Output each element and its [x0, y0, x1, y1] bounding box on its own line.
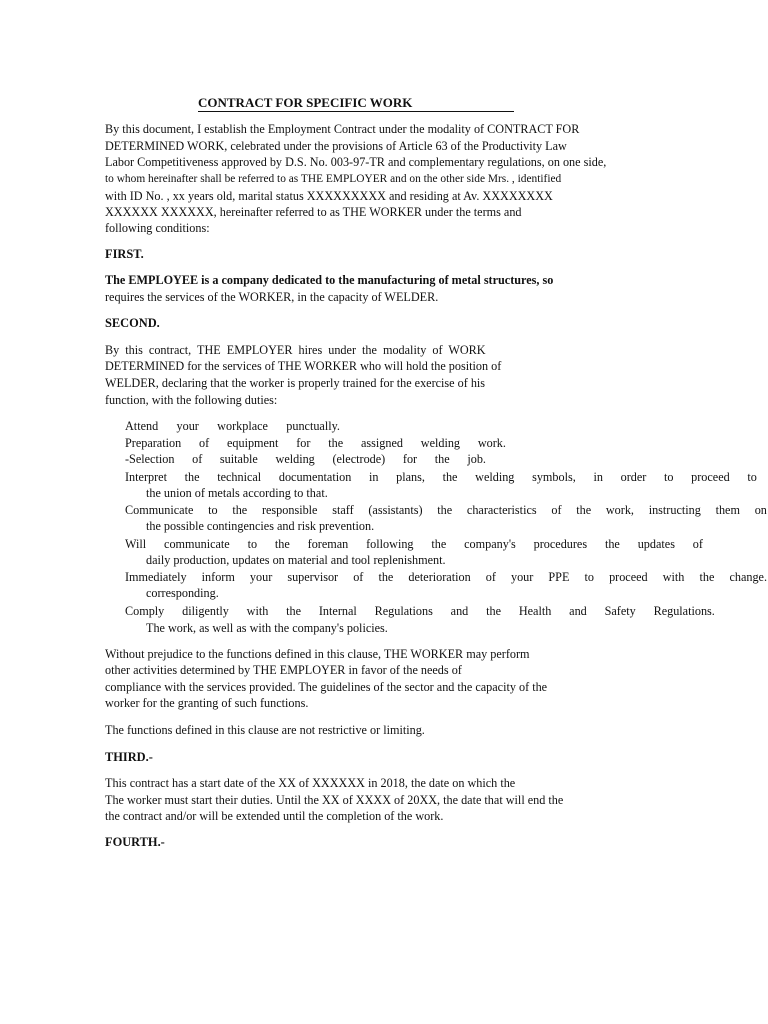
duty-word: Regulations.	[653, 604, 715, 618]
second-line: function, with the following duties:	[105, 393, 278, 407]
intro-line: XXXXXX XXXXXX, hereinafter referred to as THE WORKER under the terms and	[105, 205, 522, 219]
duty-word: and	[569, 604, 587, 618]
duty-word: to	[747, 470, 757, 484]
second-after-line: compliance with the services provided. The guidelines of the sector and the capacity of the	[105, 680, 548, 694]
duty-word: (assistants)	[368, 503, 423, 517]
duty-word: inform	[201, 570, 235, 584]
duty-word: diligently	[182, 604, 229, 618]
duty-word: order	[620, 470, 647, 484]
duty-word: of	[353, 570, 364, 584]
duty-word: the	[378, 570, 394, 584]
duty-word: communicate	[164, 537, 230, 551]
duty-word: the	[699, 570, 715, 584]
first-line: The EMPLOYEE is a company dedicated to the manufacturing of metal structures, so	[105, 273, 554, 287]
duty-word: workplace	[217, 419, 268, 433]
duty-word: the	[434, 452, 450, 466]
duty-word: your	[249, 570, 273, 584]
third-line: The worker must start their duties. Until the XX of XXXX of 20XX, the date that will end the	[105, 793, 564, 807]
duty-word: in	[368, 470, 379, 484]
duty-word: welding	[275, 452, 315, 466]
duty-word: updates	[637, 537, 675, 551]
duty-word: Immediately	[125, 570, 187, 584]
section-heading-third: THIRD.-	[105, 750, 153, 764]
duty-word: following	[366, 537, 414, 551]
duty-word: proceed	[691, 470, 730, 484]
duty-word: the	[431, 537, 447, 551]
duty-word: supervisor	[287, 570, 339, 584]
duty-word: welding	[420, 436, 461, 450]
duty-continuation: daily production, updates on material and tool replenishment.	[146, 553, 446, 567]
second-line: DETERMINED for the services of THE WORKER who will hold the position of	[105, 359, 502, 373]
duty-word: to	[663, 470, 674, 484]
duty-word: the	[184, 470, 200, 484]
duty-word: with	[662, 570, 685, 584]
duty-word: for	[296, 436, 311, 450]
document-title: CONTRACT FOR SPECIFIC WORK	[198, 95, 514, 112]
duty-word: your	[176, 419, 199, 433]
duty-word: the	[576, 503, 592, 517]
section-heading-fourth: FOURTH.-	[105, 835, 165, 849]
third-line: the contract and/or will be extended until the completion of the work.	[105, 809, 444, 823]
duty-item	[125, 469, 757, 485]
intro-line: following conditions:	[105, 221, 210, 235]
duty-item	[125, 418, 340, 434]
duty-word: work.	[477, 436, 506, 450]
duty-word: Communicate	[125, 503, 194, 517]
duty-word: company's	[464, 537, 516, 551]
duty-item	[125, 451, 486, 467]
duty-word: plans,	[396, 470, 425, 484]
duty-word: responsible	[261, 503, 318, 517]
duty-word: on	[754, 503, 767, 517]
second-after-line: other activities determined by THE EMPLOYER in favor of the needs of	[105, 663, 462, 677]
duty-word: deterioration	[408, 570, 471, 584]
duty-word: your	[510, 570, 534, 584]
duty-word: assigned	[360, 436, 403, 450]
duty-word: the	[232, 503, 248, 517]
section-heading-first: FIRST.	[105, 247, 144, 261]
intro-line: By this document, I establish the Employment Contract under the modality of CONTRACT FOR	[105, 122, 580, 136]
first-line: requires the services of the WORKER, in the capacity of WELDER.	[105, 290, 439, 304]
duty-continuation: the possible contingencies and risk prevention.	[146, 519, 375, 533]
duty-word: the	[328, 436, 344, 450]
second-after-line: worker for the granting of such functions.	[105, 696, 309, 710]
second-note: The functions defined in this clause are not restrictive or limiting.	[105, 723, 425, 737]
duty-word: Safety	[604, 604, 636, 618]
duty-continuation: corresponding.	[146, 586, 219, 600]
duty-word: procedures	[533, 537, 588, 551]
duty-word: Regulations	[374, 604, 433, 618]
duty-word: to	[247, 537, 258, 551]
duty-word: characteristics	[466, 503, 537, 517]
duty-continuation: the union of metals according to that.	[146, 486, 328, 500]
duty-word: to	[208, 503, 218, 517]
duty-word: Will	[125, 537, 147, 551]
duty-word: the	[486, 604, 501, 618]
duty-word: of	[192, 452, 203, 466]
second-after-line: Without prejudice to the functions defined in this clause, THE WORKER may perform	[105, 647, 530, 661]
duty-word: technical	[217, 470, 262, 484]
duty-word: PPE	[548, 570, 570, 584]
duty-word: (electrode)	[332, 452, 386, 466]
duty-word: Health	[518, 604, 552, 618]
duty-word: the	[437, 503, 453, 517]
second-line: By this contract, THE EMPLOYER hires under the modality of WORK	[105, 343, 486, 357]
duty-word: Attend	[125, 419, 159, 433]
duty-word: punctually.	[286, 419, 340, 433]
duty-word: for	[402, 452, 418, 466]
duty-word: -Selection	[125, 452, 175, 466]
second-line: WELDER, declaring that the worker is properly trained for the exercise of his	[105, 376, 486, 390]
intro-line: DETERMINED WORK, celebrated under the provisions of Article 63 of the Productivity Law	[105, 139, 567, 153]
duty-word: work,	[605, 503, 634, 517]
duty-word: the	[274, 537, 290, 551]
intro-line: Labor Competitiveness approved by D.S. No. 003-97-TR and complementary regulations, on one side,	[105, 155, 607, 169]
duty-word: proceed	[609, 570, 648, 584]
duty-item	[125, 435, 506, 451]
duty-word: Interpret	[125, 470, 167, 484]
duty-continuation: The work, as well as with the company's policies.	[146, 621, 388, 635]
duty-item	[125, 502, 767, 518]
duty-word: of	[551, 503, 562, 517]
duty-word: to	[584, 570, 594, 584]
intro-line: with ID No. , xx years old, marital status XXXXXXXXX and residing at Av. XXXXXXXX	[105, 189, 553, 203]
duty-item	[125, 603, 715, 619]
duty-word: of	[199, 436, 210, 450]
duty-item	[125, 536, 703, 552]
section-heading-second: SECOND.	[105, 316, 160, 330]
duty-word: the	[442, 470, 458, 484]
duty-word: Comply	[125, 604, 165, 618]
intro-line: to whom hereinafter shall be referred to as THE EMPLOYER and on the other side Mrs. , identified	[105, 173, 562, 185]
duty-word: and	[450, 604, 469, 618]
duty-word: foreman	[307, 537, 349, 551]
duty-word: the	[604, 537, 620, 551]
duty-word: job.	[467, 452, 486, 466]
duty-word: the	[286, 604, 302, 618]
duty-word: suitable	[219, 452, 258, 466]
duty-word: staff	[332, 503, 354, 517]
duty-word: of	[485, 570, 496, 584]
duty-word: Internal	[318, 604, 357, 618]
duty-word: with	[246, 604, 269, 618]
duty-word: change.	[729, 570, 767, 584]
duty-word: symbols,	[532, 470, 576, 484]
duty-word: welding	[475, 470, 515, 484]
duty-word: of	[692, 537, 703, 551]
duty-word: documentation	[278, 470, 352, 484]
duty-item	[125, 569, 767, 585]
duty-word: equipment	[226, 436, 279, 450]
duty-word: in	[593, 470, 603, 484]
third-line: This contract has a start date of the XX of XXXXXX in 2018, the date on which the	[105, 776, 516, 790]
duty-word: them	[715, 503, 740, 517]
duty-word: instructing	[648, 503, 701, 517]
duty-word: Preparation	[125, 436, 182, 450]
